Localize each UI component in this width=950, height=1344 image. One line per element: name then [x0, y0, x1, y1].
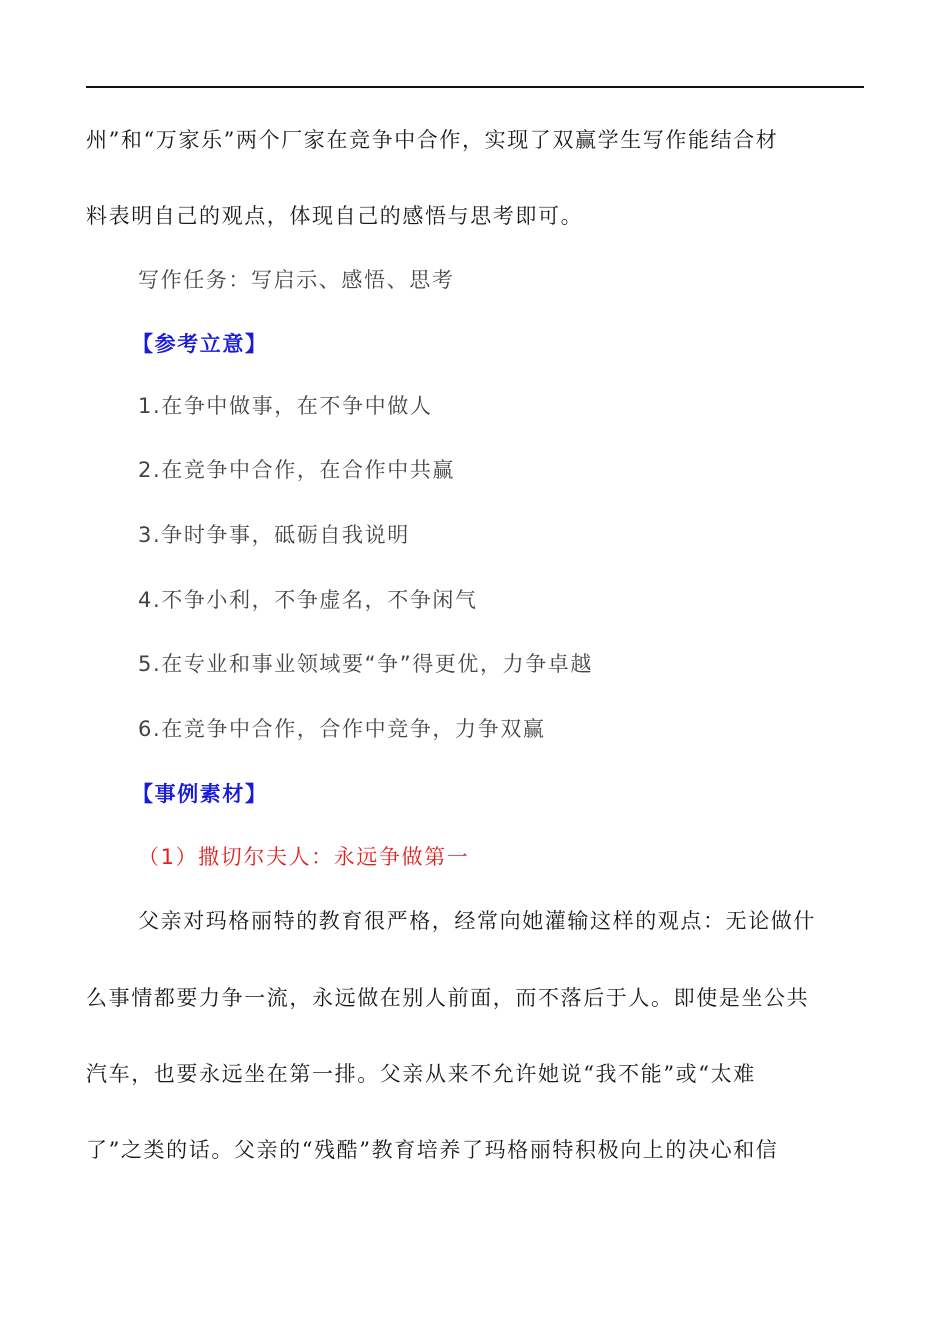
section-heading-examples: 【事例素材】	[132, 782, 268, 806]
paragraph-line-1: 父亲对玛格丽特的教育很严格，经常向她灌输这样的观点：无论做什	[138, 909, 816, 933]
example-title: （1）撒切尔夫人：永远争做第一	[138, 845, 470, 869]
reference-item-6: 6.在竞争中合作，合作中竞争，力争双赢	[138, 717, 546, 741]
reference-item-1: 1.在争中做事，在不争中做人	[138, 394, 433, 418]
intro-line-2: 料表明自己的观点，体现自己的感悟与思考即可。	[86, 204, 584, 228]
paragraph-line-2: 么事情都要力争一流，永远做在别人前面，而不落后于人。即使是坐公共	[86, 986, 810, 1010]
paragraph-line-4: 了”之类的话。父亲的“残酷”教育培养了玛格丽特积极向上的决心和信	[86, 1138, 779, 1162]
reference-item-2: 2.在竞争中合作，在合作中共赢	[138, 458, 456, 482]
header-rule	[86, 86, 864, 88]
reference-item-4: 4.不争小利，不争虚名，不争闲气	[138, 588, 478, 612]
intro-line-1: 州”和“万家乐”两个厂家在竞争中合作，实现了双赢学生写作能结合材	[86, 128, 779, 152]
reference-item-5: 5.在专业和事业领域要“争”得更优，力争卓越	[138, 652, 593, 676]
paragraph-line-3: 汽车，也要永远坐在第一排。父亲从来不允许她说“我不能”或“太难	[86, 1062, 756, 1086]
reference-item-3: 3.争时争事，砥砺自我说明	[138, 523, 410, 547]
writing-task: 写作任务：写启示、感悟、思考	[138, 268, 455, 292]
section-heading-reference: 【参考立意】	[132, 332, 268, 356]
